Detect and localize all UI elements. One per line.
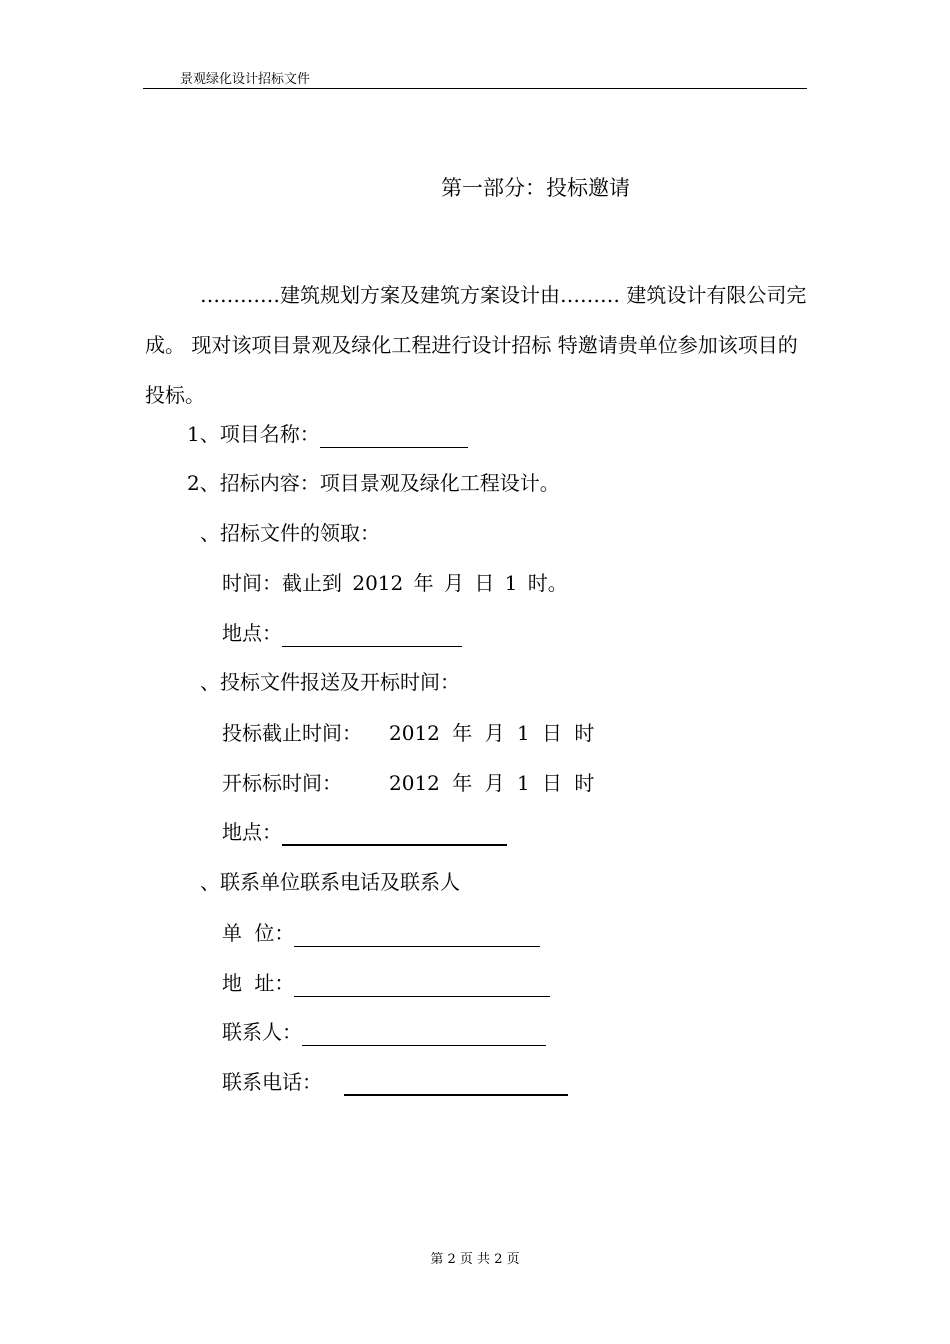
address-label: 地 址： xyxy=(222,971,295,995)
unit-label: 单 位： xyxy=(222,921,295,945)
project-name-label: 1、项目名称： xyxy=(187,422,320,446)
address-row xyxy=(222,969,550,997)
pickup-place-label: 地点： xyxy=(222,621,282,645)
pickup-place-blank xyxy=(282,624,462,647)
unit-row xyxy=(222,919,540,947)
address-blank xyxy=(294,974,550,997)
opening-place-row xyxy=(222,818,507,846)
pickup-place-row xyxy=(222,619,462,647)
unit-blank xyxy=(294,924,540,947)
phone-blank xyxy=(344,1072,568,1096)
opening-label: 开标标时间： xyxy=(222,771,342,795)
project-name-row xyxy=(187,420,468,448)
doc-pickup-heading: 、招标文件的领取： xyxy=(200,521,380,545)
section-title: 第一部分：投标邀请 xyxy=(441,176,630,200)
header-rule xyxy=(143,88,807,89)
deadline-label: 投标截止时间： xyxy=(222,721,362,745)
contact-person-blank xyxy=(302,1023,546,1046)
contact-heading: 、联系单位联系电话及联系人 xyxy=(200,870,460,894)
contact-person-row xyxy=(222,1018,546,1046)
contact-person-label: 联系人： xyxy=(222,1020,302,1044)
phone-label: 联系电话： xyxy=(222,1070,322,1094)
pickup-time: 时间：截止到 2012 年 月 日 1 时。 xyxy=(222,571,568,595)
page-footer: 第 2 页 共 2 页 xyxy=(430,1252,520,1267)
opening-value: 2012 年 月 1 日 时 xyxy=(389,771,595,795)
submission-heading: 、投标文件报送及开标时间： xyxy=(200,670,460,694)
intro-paragraph: …………建筑规划方案及建筑方案设计由……… 建筑设计有限公司完成。 现对该项目景观及绿化工程进行设计招标 特邀请贵单位参加该项目的投标。 xyxy=(145,283,807,407)
phone-row xyxy=(222,1068,568,1096)
project-name-blank xyxy=(320,425,468,448)
bid-content-row: 2、招标内容：项目景观及绿化工程设计。 xyxy=(187,471,560,495)
deadline-value: 2012 年 月 1 日 时 xyxy=(389,721,595,745)
running-header: 景观绿化设计招标文件 xyxy=(180,72,311,87)
opening-place-blank xyxy=(282,822,507,846)
opening-place-label: 地点： xyxy=(222,820,282,844)
